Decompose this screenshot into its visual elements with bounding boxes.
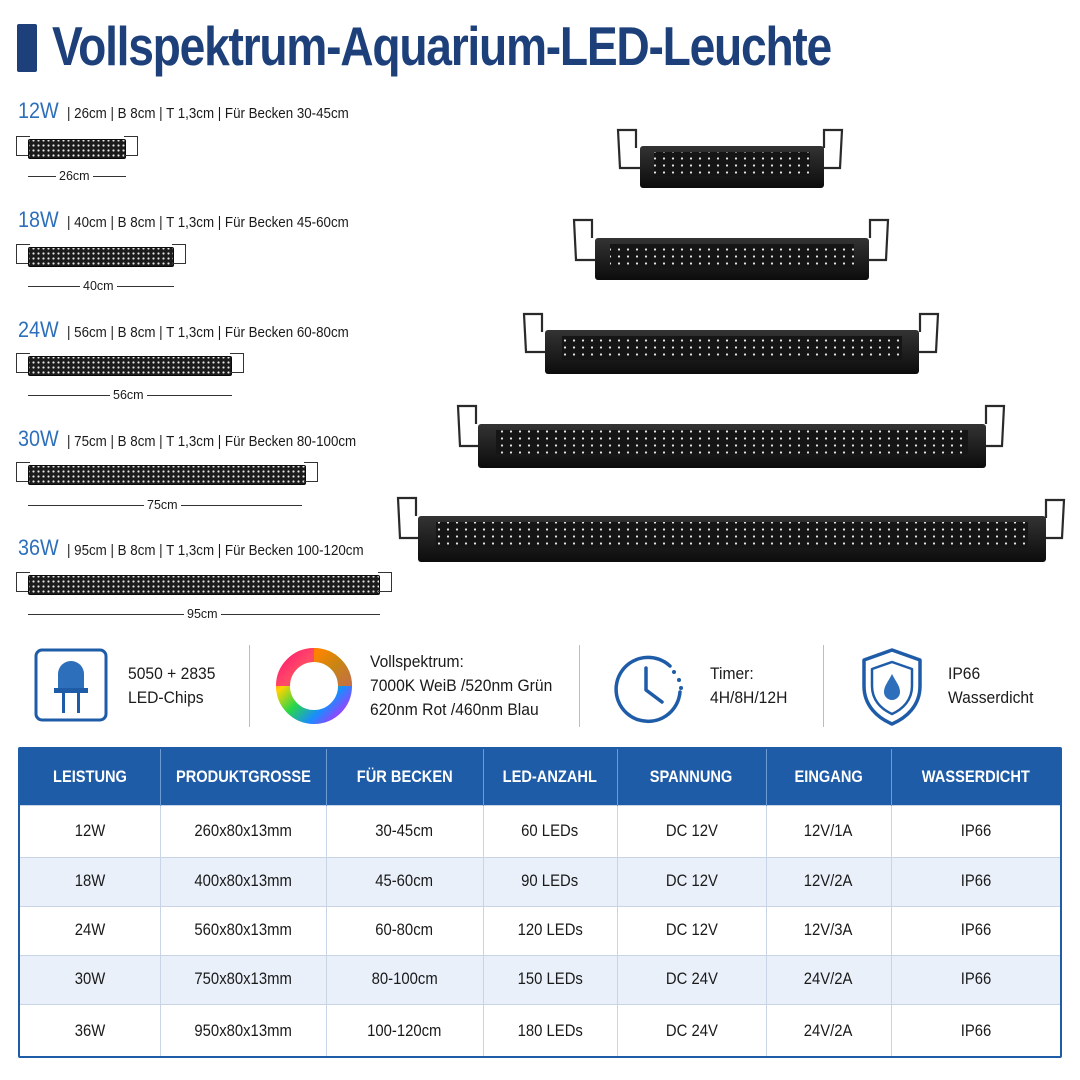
feature-divider xyxy=(249,645,250,727)
column-header: PRODUKTGROSSE xyxy=(160,749,326,805)
table-cell: 24V/2A xyxy=(766,1004,891,1058)
lamp-size-illustration xyxy=(390,120,1070,580)
table-cell: 30-45cm xyxy=(326,805,483,857)
table-row xyxy=(20,857,1060,906)
feature-text-line: IP66 xyxy=(948,664,981,683)
table-cell: 18W xyxy=(20,857,160,906)
table-cell: 60-80cm xyxy=(326,906,483,955)
feature-text-line: 5050 + 2835 xyxy=(128,664,216,683)
column-header: LED-ANZAHL xyxy=(483,749,617,805)
feature-row xyxy=(0,640,1080,732)
length-label: 26cm xyxy=(56,169,93,183)
table-row xyxy=(20,1004,1060,1058)
table-cell: DC 12V xyxy=(617,857,766,906)
table-header-row xyxy=(20,749,1060,805)
table-cell: IP66 xyxy=(891,805,1060,857)
table-cell: 60 LEDs xyxy=(483,805,617,857)
length-marker-30w xyxy=(28,499,302,511)
feature-text-line: 620nm Rot /460nm Blau xyxy=(370,700,539,719)
table-row xyxy=(20,805,1060,857)
spec-watt: 24W xyxy=(18,317,59,342)
table-cell: 12V/2A xyxy=(766,857,891,906)
table-cell: 30W xyxy=(20,955,160,1004)
column-header: LEISTUNG xyxy=(20,749,160,805)
table-cell: 45-60cm xyxy=(326,857,483,906)
spec-table xyxy=(18,747,1062,1058)
spec-dimensions: | 26cm | B 8cm | T 1,3cm | Für Becken 30-45cm xyxy=(67,106,349,122)
length-label: 40cm xyxy=(80,279,117,293)
table-cell: 950x80x13mm xyxy=(160,1004,326,1058)
feature-led-chips xyxy=(32,640,252,732)
table-cell: IP66 xyxy=(891,857,1060,906)
column-header: EINGANG xyxy=(766,749,891,805)
table-cell: 100-120cm xyxy=(326,1004,483,1058)
feature-full-spectrum xyxy=(270,640,580,732)
clock-timer-icon xyxy=(608,648,688,728)
column-header: FÜR BECKEN xyxy=(326,749,483,805)
column-header: SPANNUNG xyxy=(617,749,766,805)
feature-timer xyxy=(606,640,821,732)
length-label: 56cm xyxy=(110,388,147,402)
table-cell: 90 LEDs xyxy=(483,857,617,906)
table-cell: DC 12V xyxy=(617,805,766,857)
spec-dimensions: | 95cm | B 8cm | T 1,3cm | Für Becken 100-120cm xyxy=(67,543,364,559)
table-cell: 180 LEDs xyxy=(483,1004,617,1058)
feature-text-line: Wasserdicht xyxy=(948,688,1034,707)
column-header: WASSERDICHT xyxy=(891,749,1060,805)
table-cell: IP66 xyxy=(891,955,1060,1004)
spec-watt: 12W xyxy=(18,98,59,123)
lamp-thumbnail-30w xyxy=(16,462,318,488)
table-cell: IP66 xyxy=(891,1004,1060,1058)
length-label: 95cm xyxy=(184,607,221,621)
led-chip-icon xyxy=(34,648,108,722)
spec-watt: 30W xyxy=(18,426,59,451)
length-marker-18w xyxy=(28,280,174,292)
table-cell: 560x80x13mm xyxy=(160,906,326,955)
table-row xyxy=(20,906,1060,955)
table-cell: 750x80x13mm xyxy=(160,955,326,1004)
page-title: Vollspektrum-Aquarium-LED-Leuchte xyxy=(52,15,831,77)
table-cell: 12V/1A xyxy=(766,805,891,857)
table-cell: 400x80x13mm xyxy=(160,857,326,906)
lamp-thumbnail-12w xyxy=(16,136,138,162)
spec-watt: 36W xyxy=(18,535,59,560)
feature-divider xyxy=(823,645,824,727)
table-row xyxy=(20,955,1060,1004)
spec-dimensions: | 75cm | B 8cm | T 1,3cm | Für Becken 80-100cm xyxy=(67,434,357,450)
length-marker-24w xyxy=(28,389,232,401)
table-cell: 120 LEDs xyxy=(483,906,617,955)
lamp-thumbnail-36w xyxy=(16,572,392,598)
title-accent-bar xyxy=(17,24,37,72)
table-cell: 24V/2A xyxy=(766,955,891,1004)
table-cell: 80-100cm xyxy=(326,955,483,1004)
spec-dimensions: | 40cm | B 8cm | T 1,3cm | Für Becken 45-60cm xyxy=(67,215,349,231)
spec-watt: 18W xyxy=(18,207,59,232)
lamp-thumbnail-18w xyxy=(16,244,186,270)
table-cell: 260x80x13mm xyxy=(160,805,326,857)
table-cell: 36W xyxy=(20,1004,160,1058)
spec-dimensions: | 56cm | B 8cm | T 1,3cm | Für Becken 60-80cm xyxy=(67,325,349,341)
color-wheel-icon xyxy=(274,646,354,726)
feature-waterproof xyxy=(856,640,1071,732)
table-cell: 12V/3A xyxy=(766,906,891,955)
feature-text-line: 4H/8H/12H xyxy=(710,688,788,707)
table-cell: 24W xyxy=(20,906,160,955)
lamp-thumbnail-24w xyxy=(16,353,244,379)
feature-divider xyxy=(579,645,580,727)
feature-text-line: Vollspektrum: xyxy=(370,652,464,671)
table-cell: 150 LEDs xyxy=(483,955,617,1004)
table-cell: DC 24V xyxy=(617,955,766,1004)
feature-text-line: LED-Chips xyxy=(128,688,204,707)
table-cell: IP66 xyxy=(891,906,1060,955)
table-cell: DC 24V xyxy=(617,1004,766,1058)
feature-text-line: 7000K WeiB /520nm Grün xyxy=(370,676,553,695)
feature-text-line: Timer: xyxy=(710,664,754,683)
shield-water-icon xyxy=(858,646,926,728)
table-cell: 12W xyxy=(20,805,160,857)
table-cell: DC 12V xyxy=(617,906,766,955)
length-label: 75cm xyxy=(144,498,181,512)
header xyxy=(0,0,1080,92)
length-marker-12w xyxy=(28,170,126,182)
length-marker-36w xyxy=(28,608,380,620)
